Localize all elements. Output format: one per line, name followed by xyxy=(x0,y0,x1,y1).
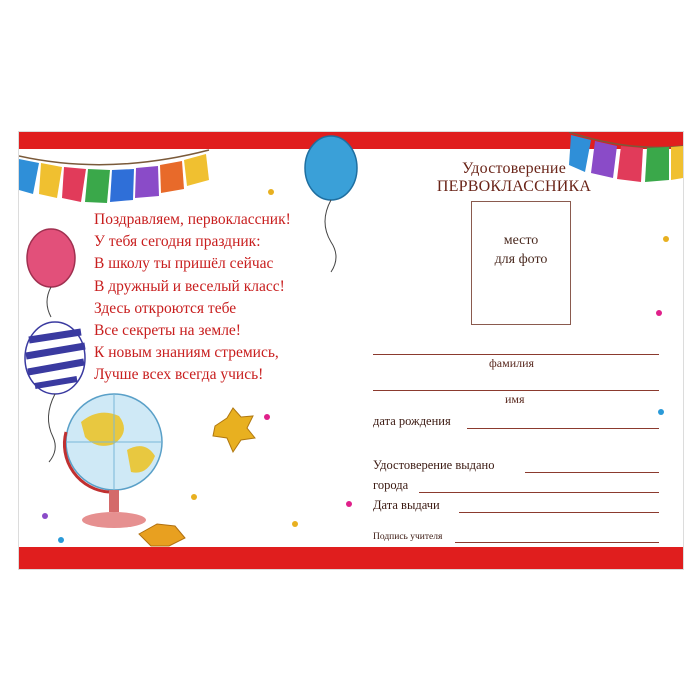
blue-balloon-icon xyxy=(305,136,357,272)
poem-line: Здесь откроются тебе xyxy=(94,299,237,317)
photo-box[interactable] xyxy=(471,201,571,325)
issue-date-input-line[interactable] xyxy=(459,512,659,513)
left-bunting-garland-icon xyxy=(19,150,209,203)
issue-date-label: Дата выдачи xyxy=(373,498,440,512)
poem-line: Лучше всех всегда учись! xyxy=(94,366,264,384)
surname-caption: фамилия xyxy=(489,356,535,370)
poem-line: В дружный и веселый класс! xyxy=(94,277,285,295)
photo-box-label: для фото xyxy=(494,252,548,267)
globe-icon xyxy=(64,394,162,528)
surname-input-line[interactable] xyxy=(373,354,659,355)
pink-balloon-icon xyxy=(27,229,75,317)
issued-to-input-line[interactable] xyxy=(525,472,659,473)
issued-to-label: Удостоверение выдано xyxy=(373,458,495,472)
poem-line: У тебя сегодня праздник: xyxy=(94,233,261,251)
photo-box-label: место xyxy=(503,233,539,248)
certificate-title: Удостоверение xyxy=(462,160,566,177)
city-label: города xyxy=(373,478,409,492)
poem xyxy=(94,209,291,387)
poem-line: Все секреты на земле! xyxy=(94,322,241,340)
teacher-signature-label: Подпись учителя xyxy=(373,532,443,542)
name-caption: имя xyxy=(505,392,525,406)
autumn-leaf-icon xyxy=(213,408,255,452)
poem-line: В школу ты пришёл сейчас xyxy=(94,255,274,273)
autumn-leaf-small-icon xyxy=(139,524,185,546)
teacher-signature-input-line[interactable] xyxy=(455,542,659,543)
city-input-line[interactable] xyxy=(419,492,659,493)
certificate-subtitle: ПЕРВОКЛАССНИКА xyxy=(436,178,592,195)
birth-date-label: дата рождения xyxy=(373,414,451,428)
birth-date-input-line[interactable] xyxy=(467,428,659,429)
poem-line: Поздравляем, первоклассник! xyxy=(94,211,291,228)
poem-line: К новым знаниям стремись, xyxy=(94,344,279,362)
name-input-line[interactable] xyxy=(373,390,659,391)
certificate-card xyxy=(18,131,684,570)
